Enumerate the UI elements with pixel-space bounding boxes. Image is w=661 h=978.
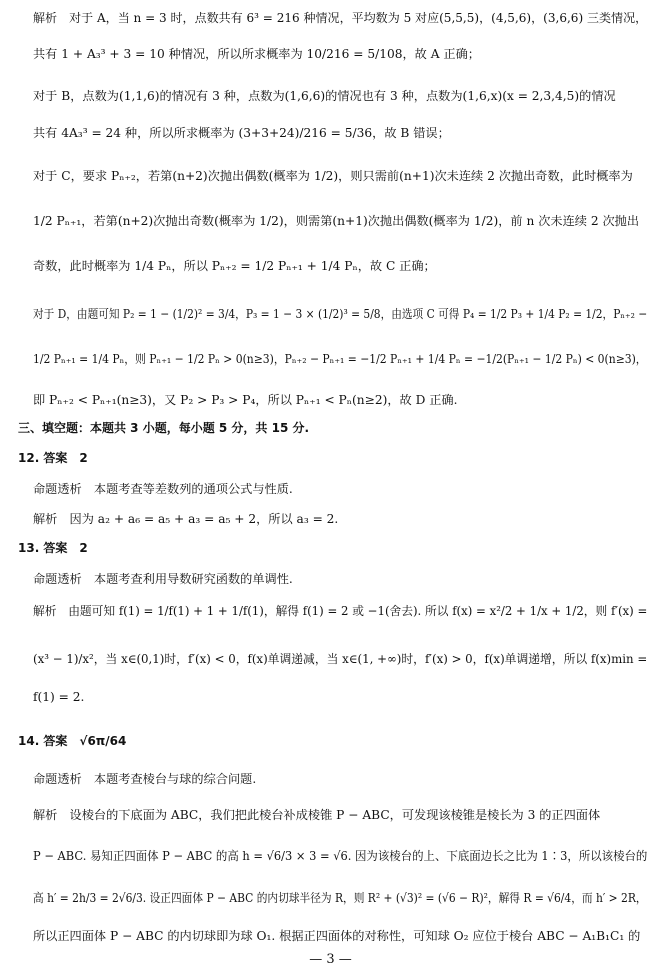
text-line: 命题透析 本题考查利用导数研究函数的单调性. bbox=[33, 572, 293, 586]
text-line: 所以正四面体 P − ABC 的内切球即为球 O₁. 根据正四面体的对称性，可知球 O₂ 应位于棱台 ABC − A₁B₁C₁ 的 bbox=[33, 929, 641, 943]
text-line: 解析 对于 A，当 n = 3 时，点数共有 6³ = 216 种情况，平均数为 5 对应(5,5,5)，(4,5,6)，(3,6,6) 三类情况， bbox=[33, 11, 648, 25]
text-line: 高 h′ = 2h/3 = 2√6/3. 设正四面体 P − ABC 的内切球半径为 R，则 R² + (√3)² = (√6 − R)²，解得 R = √6/4，而 h′ > 2R， bbox=[33, 891, 647, 905]
text-line: 解析 由题可知 f(1) = 1/f(1) + 1 + 1/f(1)，解得 f(1) = 2 或 −1(舍去). 所以 f(x) = x²/2 + 1/x + 1/2，则 f′(x) = bbox=[33, 604, 648, 618]
text-line: 共有 1 + A₃³ + 3 = 10 种情况，所以所求概率为 10/216 = 5/108，故 A 正确； bbox=[33, 47, 480, 61]
text-line: f(1) = 2. bbox=[33, 690, 85, 704]
section-heading: 三、填空题：本题共 3 小题，每小题 5 分，共 15 分. bbox=[18, 421, 310, 435]
text-line: 1/2 Pₙ₊₁，若第(n+2)次抛出奇数(概率为 1/2)，则需第(n+1)次抛出偶数(概率为 1/2)，前 n 次未连续 2 次抛出 bbox=[33, 214, 640, 228]
text-line: 对于 D，由题可知 P₂ = 1 − (1/2)² = 3/4，P₃ = 1 − 3 × (1/2)³ = 5/8，由选项 C 可得 P₄ = 1/2 P₃ + 1/4 P₂ = 1/2，Pₙ₊₂ − bbox=[33, 307, 648, 321]
text-line: 命题透析 本题考查等差数列的通项公式与性质. bbox=[33, 482, 293, 496]
text-line: 解析 设棱台的下底面为 ABC，我们把此棱台补成棱锥 P − ABC，可发现该棱锥是棱长为 3 的正四面体 bbox=[33, 808, 601, 822]
text-line: 奇数，此时概率为 1/4 Pₙ，所以 Pₙ₊₂ = 1/2 Pₙ₊₁ + 1/4 Pₙ，故 C 正确； bbox=[33, 259, 436, 273]
text-line: 解析 因为 a₂ + a₆ = a₅ + a₃ = a₅ + 2，所以 a₃ = 2. bbox=[33, 512, 339, 526]
text-line: 对于 B，点数为(1,1,6)的情况有 3 种，点数为(1,6,6)的情况也有 3 种，点数为(1,6,x)(x = 2,3,4,5)的情况 bbox=[33, 89, 616, 103]
text-line: 1/2 Pₙ₊₁ = 1/4 Pₙ，则 Pₙ₊₁ − 1/2 Pₙ > 0(n≥3)，Pₙ₊₂ − Pₙ₊₁ = −1/2 Pₙ₊₁ + 1/4 Pₙ = −1/2(Pₙ₊₁ − 1/2 Pₙ) < 0(n≥3)， bbox=[33, 352, 647, 366]
text-line: 对于 C，要求 Pₙ₊₂，若第(n+2)次抛出偶数(概率为 1/2)，则只需前(n+1)次未连续 2 次抛出奇数，此时概率为 bbox=[33, 169, 633, 183]
text-line: (x³ − 1)/x²，当 x∈(0,1)时，f′(x) < 0，f(x)单调递减，当 x∈(1, +∞)时，f′(x) > 0，f(x)单调递增，所以 f(x)min = bbox=[33, 652, 648, 666]
text-line: 共有 4A₃³ = 24 种，所以所求概率为 (3+3+24)/216 = 5/36，故 B 错误； bbox=[33, 126, 450, 140]
page-number: — 3 — bbox=[309, 952, 352, 967]
text-line: 即 Pₙ₊₂ < Pₙ₊₁(n≥3)，又 P₂ > P₃ > P₄，所以 Pₙ₊₁ < Pₙ(n≥2)，故 D 正确. bbox=[33, 393, 458, 407]
answer-heading: 14. 答案 √6π/64 bbox=[18, 734, 127, 748]
answer-heading: 13. 答案 2 bbox=[18, 541, 88, 555]
text-line: P − ABC. 易知正四面体 P − ABC 的高 h = √6/3 × 3 = √6. 因为该棱台的上、下底面边长之比为 1∶3，所以该棱台的 bbox=[33, 849, 648, 863]
text-line: 命题透析 本题考查棱台与球的综合问题. bbox=[33, 772, 257, 786]
answer-heading: 12. 答案 2 bbox=[18, 451, 88, 465]
